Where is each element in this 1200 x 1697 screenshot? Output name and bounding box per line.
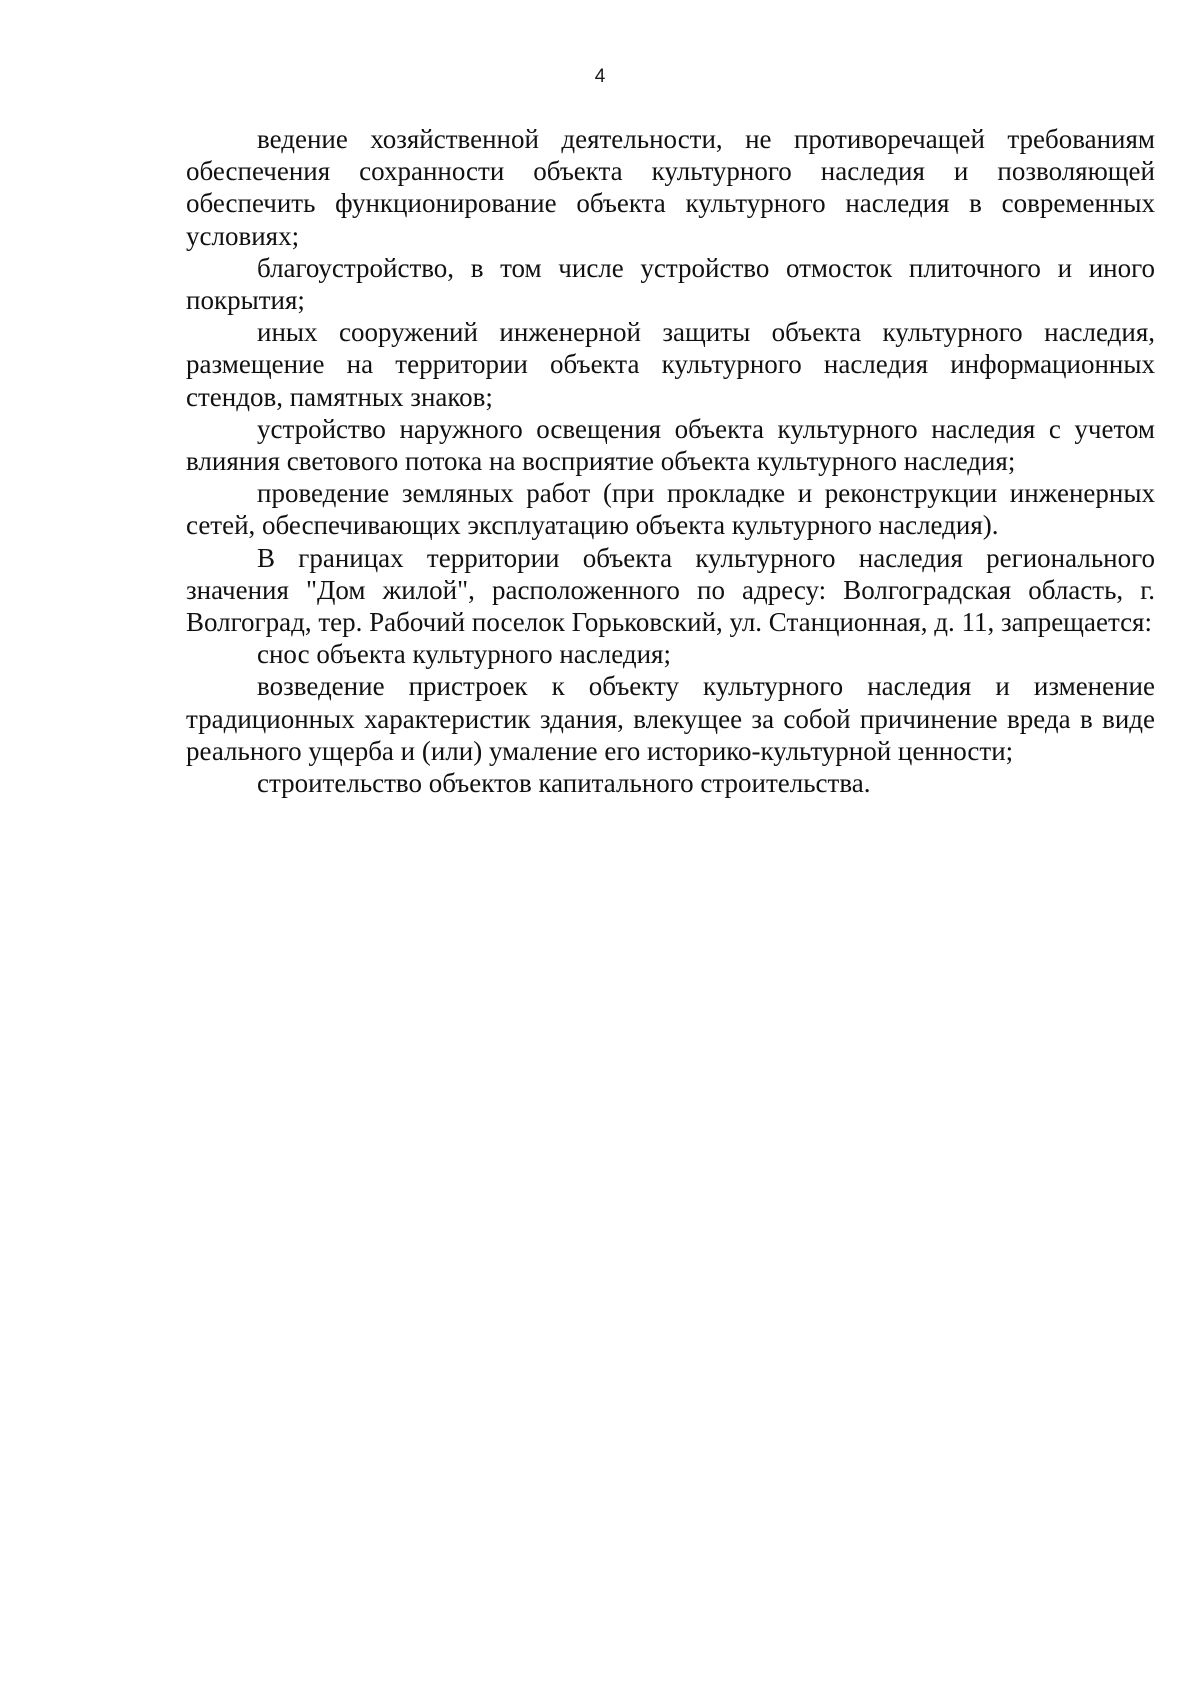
paragraph-economic-activity: ведение хозяйственной деятельности, не противоречащей требованиям обеспечения сохранности объекта культурного наследия и позволяющей обеспечить функционирование объекта культурного наследия в современных условиях; — [186, 124, 1155, 251]
paragraph-landscaping: благоустройство, в том числе устройство отмосток плиточного и иного покрытия; — [186, 252, 1155, 316]
paragraph-prohibitions-intro: В границах территории объекта культурного наследия регионального значения "Дом жилой", расположенного по адресу: Волгоградская область, г. Волгоград, тер. Рабочий поселок Горьковский, ул. Станционная, д. 11, запрещается: — [186, 542, 1155, 638]
paragraph-demolition: снос объекта культурного наследия; — [257, 639, 671, 670]
document-body — [186, 123, 1155, 799]
paragraph-capital-construction: строительство объектов капитального строительства. — [257, 768, 871, 799]
paragraph-engineering-protection: иных сооружений инженерной защиты объекта культурного наследия, размещение на территории объекта культурного наследия информационных стендов, памятных знаков; — [186, 317, 1155, 412]
paragraph-earthworks: проведение земляных работ (при прокладке и реконструкции инженерных сетей, обеспечивающих эксплуатацию объекта культурного наследия). — [186, 478, 1155, 541]
page-number: 4 — [594, 66, 606, 87]
paragraph-extensions: возведение пристроек к объекту культурного наследия и изменение традиционных характеристик здания, влекущее за собой причинение вреда в виде реального ущерба и (или) умаление его историко-культурной ценности; — [186, 671, 1155, 766]
paragraph-outdoor-lighting: устройство наружного освещения объекта культурного наследия с учетом влияния светового потока на восприятие объекта культурного наследия; — [186, 413, 1155, 477]
